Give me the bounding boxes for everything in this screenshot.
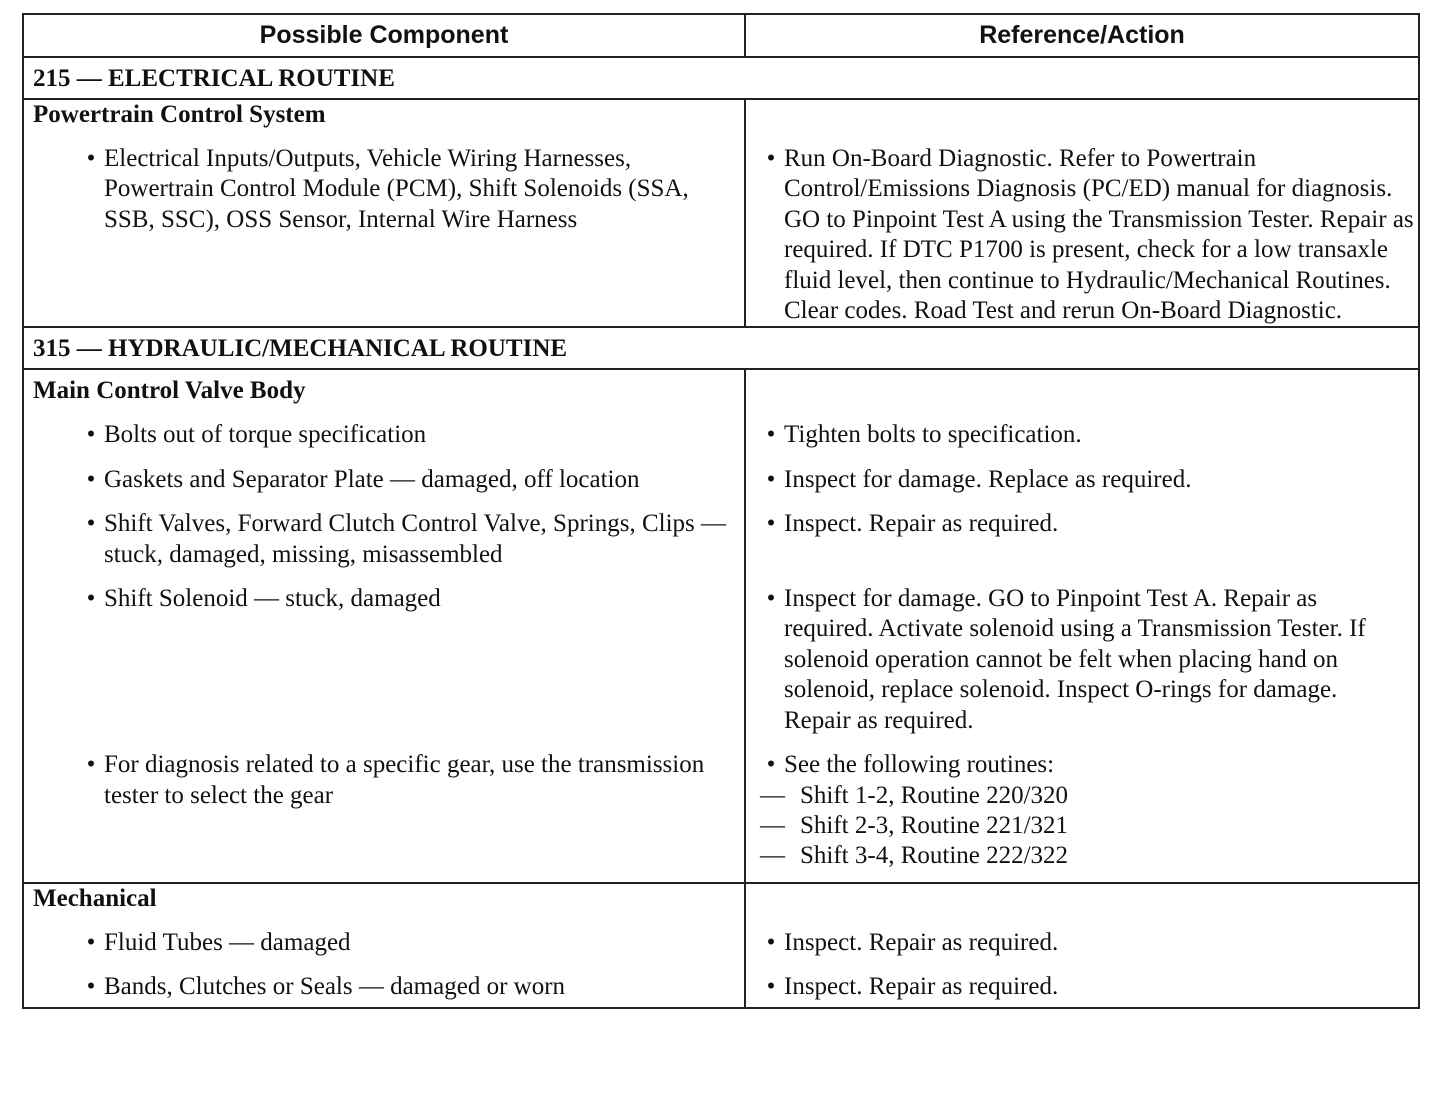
bullet-icon: • [86, 145, 96, 172]
item-row [23, 420, 1419, 464]
action-item [746, 509, 1406, 539]
bullet-icon: • [86, 585, 96, 613]
action-text: Inspect. Repair as required. [784, 973, 1059, 1001]
component-text: Gaskets and Separator Plate — damaged, off location [104, 465, 640, 493]
action-cell [745, 369, 1419, 420]
section-row [23, 57, 1419, 99]
component-text: Shift Valves, Forward Clutch Control Valve, Springs, Clips — stuck, damaged, missing, misassembled [104, 510, 726, 568]
action-item [746, 584, 1406, 736]
section-title: 215 — ELECTRICAL ROUTINE [23, 57, 1419, 99]
action-text: Tighten bolts to specification. [784, 421, 1082, 449]
action-item [746, 465, 1406, 495]
component-cell [23, 883, 745, 1008]
item-row [23, 509, 1419, 584]
group-row [23, 883, 1419, 1008]
header-component: Possible Component [23, 14, 745, 57]
item-row [23, 584, 1419, 750]
component-text: Fluid Tubes — damaged [104, 928, 351, 956]
bullet-icon: • [86, 751, 96, 779]
routine-subitem [746, 781, 1406, 811]
routine-text: Shift 2-3, Routine 221/321 [800, 811, 1069, 839]
action-item [746, 972, 1418, 1002]
bullet-icon: • [86, 421, 96, 449]
bullet-icon: • [766, 145, 776, 172]
component-item [24, 584, 732, 614]
bullet-icon: • [86, 928, 96, 956]
bullet-icon: • [766, 585, 776, 613]
component-item [24, 509, 732, 570]
component-item [24, 972, 744, 1002]
action-text: Inspect for damage. Replace as required. [784, 465, 1192, 493]
bullet-icon: • [86, 973, 96, 1001]
component-text: Bands, Clutches or Seals — damaged or worn [104, 973, 566, 1001]
bullet-icon: • [766, 421, 776, 449]
action-item [746, 928, 1418, 958]
dash-icon: — [760, 842, 785, 870]
component-cell [23, 99, 745, 327]
component-item [24, 144, 744, 235]
component-item [24, 750, 732, 811]
action-item [746, 750, 1406, 780]
component-item [24, 928, 744, 958]
group-heading: Mechanical [33, 884, 157, 912]
routine-text: Shift 1-2, Routine 220/320 [800, 781, 1069, 809]
group-row [23, 99, 1419, 327]
group-heading: Powertrain Control System [33, 101, 326, 128]
diagnosis-table [22, 13, 1420, 1009]
dash-icon: — [760, 811, 785, 839]
component-text: Electrical Inputs/Outputs, Vehicle Wiring Harnesses, Powertrain Control Module (PCM), Shift Solenoids (SSA, SSB, SSC), OSS Sensor, Internal Wire Harness [104, 145, 689, 233]
section-title: 315 — HYDRAULIC/MECHANICAL ROUTINE [23, 327, 1419, 369]
action-text: See the following routines: [784, 751, 1055, 779]
routine-subitem [746, 811, 1406, 841]
action-cell [745, 99, 1419, 327]
component-text: Bolts out of torque specification [104, 421, 427, 449]
bullet-icon: • [766, 973, 776, 1001]
bullet-icon: • [86, 465, 96, 493]
action-text: Inspect. Repair as required. [784, 510, 1059, 538]
group-heading-row [23, 369, 1419, 420]
component-text: Shift Solenoid — stuck, damaged [104, 585, 441, 613]
section-row [23, 327, 1419, 369]
action-text: Run On-Board Diagnostic. Refer to Powertrain Control/Emissions Diagnosis (PC/ED) manual for diagnosis. GO to Pinpoint Test A using the Transmission Tester. Repair as required. If DTC P1700 is present, check for a low transaxle fluid level, then continue to Hydraulic/Mechanical Routines. Clear codes. Road Test and rerun On-Board Diagnostic. [784, 145, 1414, 325]
action-item [746, 144, 1418, 326]
component-item [24, 465, 732, 495]
action-item [746, 420, 1406, 450]
action-text: Inspect for damage. GO to Pinpoint Test A. Repair as required. Activate solenoid using a Transmission Tester. If solenoid operation cannot be felt when placing hand on solenoid, replace solenoid. Inspect O-rings for damage. Repair as required. [784, 585, 1366, 734]
component-item [24, 420, 732, 450]
component-cell [23, 369, 745, 420]
bullet-icon: • [766, 928, 776, 956]
bullet-icon: • [86, 510, 96, 538]
header-row [23, 14, 1419, 57]
item-row [23, 465, 1419, 509]
routine-text: Shift 3-4, Routine 222/322 [800, 842, 1069, 870]
dash-icon: — [760, 781, 785, 809]
routine-subitem [746, 841, 1406, 871]
bullet-icon: • [766, 510, 776, 538]
item-row [23, 750, 1419, 883]
bullet-icon: • [766, 465, 776, 493]
action-text: Inspect. Repair as required. [784, 928, 1059, 956]
bullet-icon: • [766, 751, 776, 779]
component-text: For diagnosis related to a specific gear, use the transmission tester to select the gear [104, 751, 705, 809]
header-action: Reference/Action [745, 14, 1419, 57]
action-cell [745, 883, 1419, 1008]
group-heading: Main Control Valve Body [33, 377, 306, 405]
